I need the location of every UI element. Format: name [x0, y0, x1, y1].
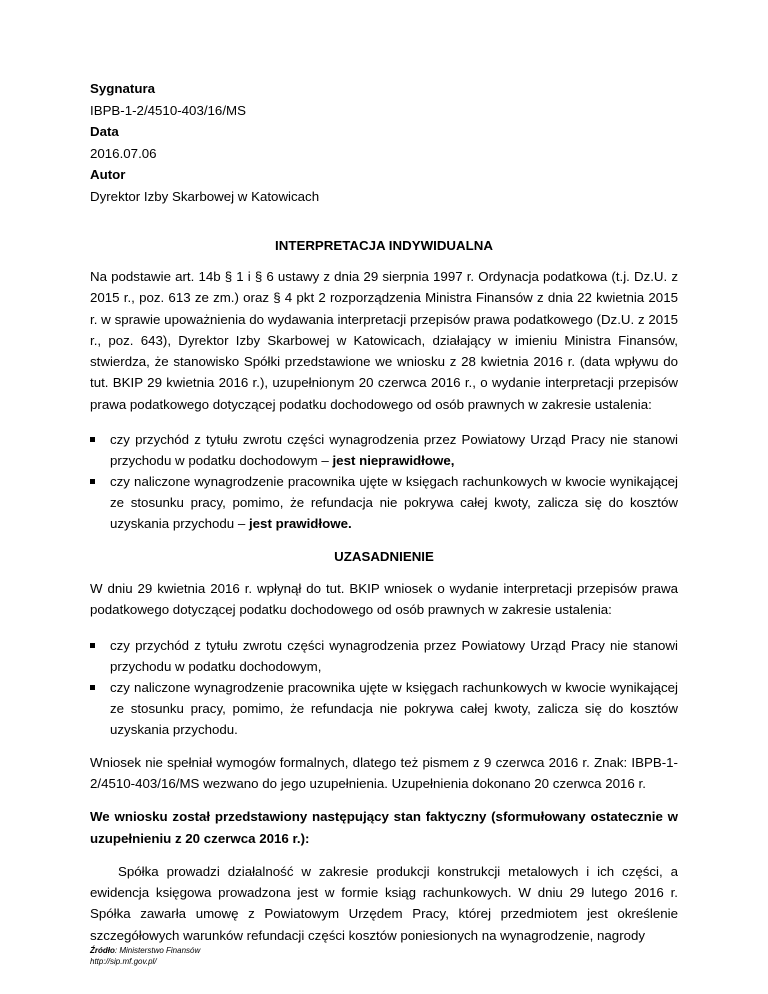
question-text: czy przychód z tytułu zwrotu części wynagrodzenia przez Powiatowy Urząd Pracy nie stanowi przychodu w podatku dochodowym,	[110, 637, 678, 674]
finding-item	[90, 429, 678, 471]
document-metadata	[90, 78, 678, 207]
question-item	[90, 677, 678, 740]
author-label: Autor	[90, 167, 126, 182]
finding-verdict: jest nieprawidłowe,	[332, 453, 455, 469]
facts-heading: We wniosku został przedstawiony następujący stan faktyczny (sformułowany ostatecznie w uzupełnieniu z 20 czerwca 2016 r.):	[90, 809, 678, 846]
date-value: 2016.07.06	[90, 145, 157, 161]
document-heading: INTERPRETACJA INDYWIDUALNA	[275, 238, 493, 253]
formal-note-paragraph: Wniosek nie spełniał wymogów formalnych, dlatego też pismem z 9 czerwca 2016 r. Znak: IBPB-1-2/4510-403/16/MS wezwano do jego uzupełnienia. Uzupełnienia dokonano 20 czerwca 2016 r.	[90, 754, 678, 791]
facts-paragraph: Spółka prowadzi działalność w zakresie produkcji konstrukcji metalowych i ich części, a ewidencja księgowa prowadzona jest w formie ksiąg rachunkowych. W dniu 29 lutego 2016 r. Spółka zawarła umowę z Powiatowym Urzędem Pracy, której przedmiotem jest określenie szczegółowych warunków refundacji części kosztów poniesionych na wynagrodzenie, nagrody	[90, 863, 678, 943]
bullet-icon	[90, 643, 95, 648]
bullet-icon	[90, 685, 95, 690]
bullet-icon	[90, 437, 95, 442]
finding-text: czy naliczone wynagrodzenie pracownika ujęte w księgach rachunkowych w kwocie wynikającej ze stosunku pracy, pomimo, że refundacja nie pokrywa całej kwoty, zalicza się do kosztów uzyskania przychodu –	[110, 474, 678, 532]
question-item	[90, 635, 678, 677]
bullet-icon	[90, 479, 95, 484]
justification-heading: UZASADNIENIE	[334, 549, 434, 565]
finding-item	[90, 471, 678, 534]
signature-value: IBPB-1-2/4510-403/16/MS	[90, 102, 246, 118]
source-url: http://sip.mf.gov.pl/	[90, 957, 157, 966]
question-text: czy naliczone wynagrodzenie pracownika ujęte w księgach rachunkowych w kwocie wynikającej ze stosunku pracy, pomimo, że refundacja nie pokrywa całej kwoty, zalicza się do kosztów uzyskania przychodu.	[110, 679, 678, 737]
document-page	[90, 78, 678, 946]
justification-intro: W dniu 29 kwietnia 2016 r. wpłynął do tut. BKIP wniosek o wydanie interpretacji przepisów prawa podatkowego dotyczącej podatku dochodowego od osób prawnych w zakresie ustalenia:	[90, 581, 678, 618]
source-label: Źródło	[90, 946, 115, 955]
finding-verdict: jest prawidłowe.	[248, 516, 352, 532]
intro-paragraph: Na podstawie art. 14b § 1 i § 6 ustawy z dnia 29 sierpnia 1997 r. Ordynacja podatkowa (t.j. Dz.U. z 2015 r., poz. 613 ze zm.) oraz § 4 pkt 2 rozporządzenia Ministra Finansów z dnia 22 kwietnia 2015 r. w sprawie upoważnienia do wydawania interpretacji przepisów prawa podatkowego (Dz.U. z 2015 r., poz. 643), Dyrektor Izby Skarbowej w Katowicach, działający w imieniu Ministra Finansów, stwierdza, że stanowisko Spółki przedstawione we wniosku z 28 kwietnia 2016 r. (data wpływu do tut. BKIP 29 kwietnia 2016 r.), uzupełnionym 20 czerwca 2016 r., o wydanie interpretacji przepisów prawa podatkowego dotyczącej podatku dochodowego od osób prawnych w zakresie ustalenia:	[90, 269, 678, 412]
date-label: Data	[90, 124, 119, 139]
page-footer	[90, 945, 200, 967]
questions-list	[90, 635, 678, 740]
source-value: : Ministerstwo Finansów	[114, 946, 201, 955]
finding-text: czy przychód z tytułu zwrotu części wynagrodzenia przez Powiatowy Urząd Pracy nie stanowi przychodu w podatku dochodowym –	[110, 432, 678, 469]
findings-list	[90, 429, 678, 534]
signature-label: Sygnatura	[90, 81, 156, 96]
author-value: Dyrektor Izby Skarbowej w Katowicach	[90, 188, 320, 204]
